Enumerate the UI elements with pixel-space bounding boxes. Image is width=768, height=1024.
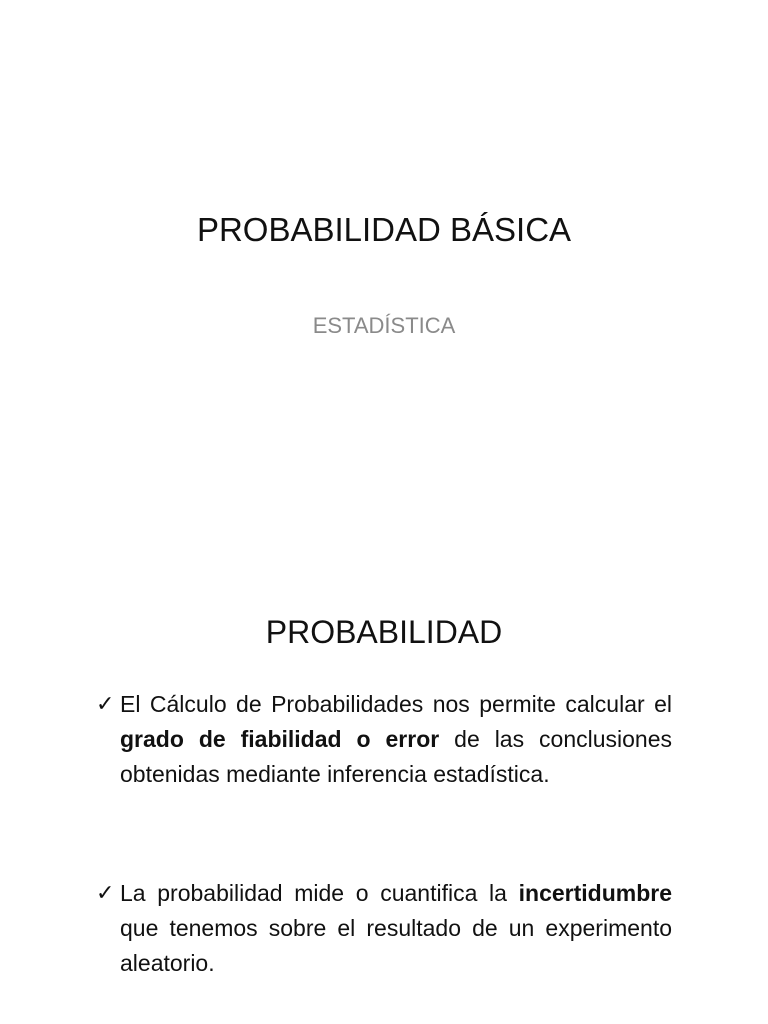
bullet-item [96, 876, 672, 981]
content-slide [0, 512, 768, 1024]
slide-title: PROBABILIDAD BÁSICA [196, 211, 572, 248]
checkmark-icon: ✓ [96, 692, 115, 717]
bullet-emphasis: grado de fiabilidad o error [120, 726, 440, 752]
bullet-text: El Cálculo de Probabilidades nos permite calcular el grado de fiabilidad o error de las conclusiones obtenidas mediante inferencia estadística. [120, 691, 673, 787]
bullet-text: La probabilidad mide o cuantifica la incertidumbre que tenemos sobre el resultado de un experimento aleatorio. [120, 880, 672, 976]
slide-title: PROBABILIDAD [265, 614, 503, 650]
slide-subtitle: ESTADÍSTICA [312, 313, 456, 338]
bullet-item [96, 687, 672, 792]
bullet-emphasis: incertidumbre [518, 880, 672, 906]
checkmark-icon: ✓ [96, 881, 115, 906]
